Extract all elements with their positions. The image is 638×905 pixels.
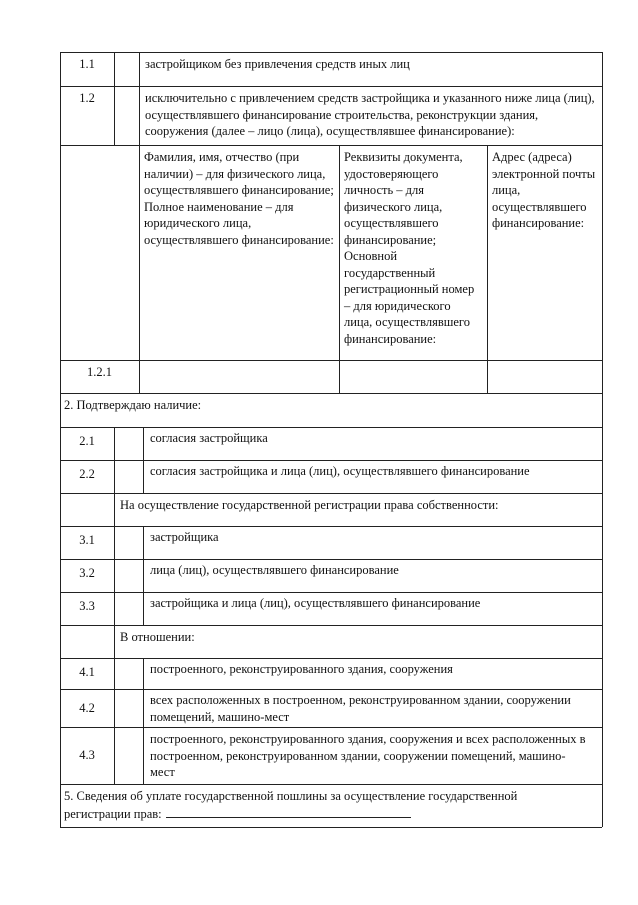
- row-number: 1.2: [79, 91, 95, 105]
- row-number: 4.3: [79, 748, 95, 762]
- rule: [60, 393, 602, 394]
- row-number: 2.2: [79, 467, 95, 481]
- row-number: 3.3: [79, 599, 95, 613]
- rule: [60, 52, 602, 53]
- rule: [60, 658, 602, 659]
- rule: [339, 145, 340, 394]
- row-number: 2.1: [79, 434, 95, 448]
- section-5-line2: [64, 805, 411, 823]
- rule: [60, 727, 602, 728]
- row-number: 4.2: [79, 701, 95, 715]
- rule: [60, 526, 602, 527]
- section-heading: В отношении:: [120, 630, 195, 644]
- row-text: построенного, реконструированного здания, сооружения: [150, 662, 453, 676]
- rule: [60, 86, 602, 87]
- row-text: лица (лиц), осуществлявшего финансирование: [150, 563, 399, 577]
- row-text: построенного, реконструированного здания, сооружения и всех расположенных в построенном, реконструированном здании, сооружении помещений, машино-мест: [150, 732, 586, 779]
- section-5-label: регистрации прав:: [64, 807, 162, 821]
- row-number: 3.1: [79, 533, 95, 547]
- rule: [60, 625, 602, 626]
- rule: [60, 145, 602, 146]
- rule: [114, 427, 115, 785]
- row-text: застройщиком без привлечения средств иных лиц: [145, 57, 410, 71]
- section-heading: 2. Подтверждаю наличие:: [64, 398, 202, 412]
- rule: [60, 360, 602, 361]
- rule: [60, 559, 602, 560]
- financier-name-header: Фамилия, имя, отчество (при наличии) – для физического лица, осуществлявшего финансирование; Полное наименование – для юридического лица, осуществлявшего финансирование:: [144, 150, 334, 247]
- section-5-text: 5. Сведения об уплате государственной пошлины за осуществление государственной: [64, 789, 518, 803]
- financier-docs-header: Реквизиты документа, удостоверяющего личность – для физического лица, осуществлявшего финансирование; Основной государственный регистрационный номер – для юридического лица, осуществлявшего финансирование:: [344, 150, 475, 346]
- rule: [143, 427, 144, 494]
- row-number: 4.1: [79, 665, 95, 679]
- rule: [114, 52, 115, 146]
- rule: [60, 592, 602, 593]
- rule: [60, 784, 602, 785]
- row-text: всех расположенных в построенном, реконструированном здании, сооружении помещений, машино-мест: [150, 693, 571, 724]
- row-number: 1.1: [79, 57, 95, 71]
- row-text: застройщика: [150, 530, 219, 544]
- fee-details-field[interactable]: [166, 805, 411, 818]
- rule: [60, 427, 602, 428]
- row-text: застройщика и лица (лиц), осуществлявшего финансирование: [150, 596, 481, 610]
- row-text: согласия застройщика и лица (лиц), осуществлявшего финансирование: [150, 464, 530, 478]
- rule: [143, 526, 144, 626]
- financier-email-header: Адрес (адреса) электронной почты лица, осуществлявшего финансирование:: [492, 150, 596, 230]
- rule: [60, 493, 602, 494]
- rule: [60, 689, 602, 690]
- rule: [143, 658, 144, 785]
- rule: [487, 145, 488, 394]
- rule: [60, 827, 602, 828]
- rule: [602, 52, 603, 827]
- rule: [139, 52, 140, 394]
- section-heading: На осуществление государственной регистрации права собственности:: [120, 498, 499, 512]
- row-number: 1.2.1: [87, 365, 112, 379]
- row-text: исключительно с привлечением средств застройщика и указанного ниже лица (лиц), осуществлявшего финансирование строительства, реконструкции здания, сооружения (далее – лицо (лица), осуществлявшее финансирование):: [145, 91, 595, 138]
- rule: [60, 460, 602, 461]
- row-number: 3.2: [79, 566, 95, 580]
- row-text: согласия застройщика: [150, 431, 268, 445]
